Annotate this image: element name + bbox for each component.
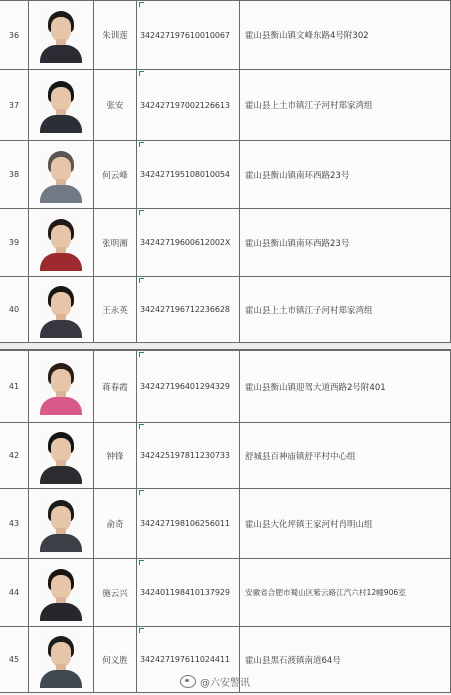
id-number: 342401198410137929: [136, 559, 239, 626]
address: 霍山县衡山镇文峰东路4号附302: [239, 1, 451, 69]
person-name: 王永英: [93, 277, 136, 342]
cell-marker-icon: [139, 278, 144, 283]
id-number: 342427196401294329: [136, 351, 239, 422]
faint-watermark-logo: [388, 640, 444, 680]
id-number: 342425197811230733: [136, 423, 239, 488]
weibo-icon: [180, 675, 196, 688]
portrait-photo: [36, 359, 86, 415]
photo-cell: [28, 141, 93, 208]
person-name: 施云兴: [93, 559, 136, 626]
id-number: 342427198106256011: [136, 489, 239, 558]
portrait-photo: [36, 147, 86, 203]
table-row: [0, 0, 451, 69]
portrait-photo: [36, 632, 86, 688]
row-number: 41: [8, 382, 20, 391]
cell-marker-icon: [139, 142, 144, 147]
clothing-shape: [40, 45, 82, 63]
person-name: 俞奇: [93, 489, 136, 558]
portrait-photo: [36, 428, 86, 484]
cell-marker-icon: [139, 210, 144, 215]
address: 舒城县百神庙镇舒平村中心组: [239, 423, 451, 488]
row-number: 38: [8, 170, 20, 179]
cell-marker-icon: [139, 628, 144, 633]
photo-cell: [28, 209, 93, 276]
id-number: 342427196712236628: [136, 277, 239, 342]
table-bottom-border: [0, 692, 451, 693]
id-number: 342427197610010067: [136, 1, 239, 69]
watermark-text: @六安警讯: [200, 677, 250, 689]
address: 霍山县上土市镇江子河村郑家湾组: [239, 277, 451, 342]
person-name: 何云峰: [93, 141, 136, 208]
table-row: [0, 208, 451, 276]
weibo-watermark: [180, 673, 250, 689]
photo-cell: [28, 423, 93, 488]
portrait-photo: [36, 565, 86, 621]
portrait-photo: [36, 215, 86, 271]
portrait-photo: [36, 282, 86, 338]
id-number: 342427197002126613: [136, 70, 239, 140]
photo-cell: [28, 559, 93, 626]
row-number: 44: [8, 588, 20, 597]
table-row: [0, 276, 451, 342]
photo-cell: [28, 351, 93, 422]
cell-marker-icon: [139, 71, 144, 76]
id-number: 34242719600612002X: [136, 209, 239, 276]
table-row: [0, 558, 451, 626]
person-name: 张安: [93, 70, 136, 140]
row-number: 42: [8, 451, 20, 460]
address: 霍山县大化坪镇王家河村肖明山组: [239, 489, 451, 558]
photo-cell: [28, 489, 93, 558]
address: 霍山县衡山镇南环西路23号: [239, 209, 451, 276]
row-number: 45: [8, 655, 20, 664]
row-number: 40: [8, 305, 20, 314]
person-name: 朱训莲: [93, 1, 136, 69]
table-row: [0, 488, 451, 558]
cell-marker-icon: [139, 352, 144, 357]
table-row: [0, 69, 451, 140]
address: 霍山县上土市镇江子河村郑家湾组: [239, 70, 451, 140]
portrait-photo: [36, 77, 86, 133]
page-break-divider: [0, 342, 451, 350]
person-name: 何义胜: [93, 627, 136, 692]
person-name: 钟锋: [93, 423, 136, 488]
table-row: [0, 140, 451, 208]
address: 霍山县衡山镇南环西路23号: [239, 141, 451, 208]
cell-marker-icon: [139, 424, 144, 429]
row-number: 36: [8, 30, 20, 40]
table-row: [0, 350, 451, 422]
photo-cell: [28, 1, 93, 69]
portrait-photo: [36, 7, 86, 63]
cell-marker-icon: [139, 2, 144, 7]
id-number: 342427195108010054: [136, 141, 239, 208]
address: 安徽省合肥市蜀山区紫云路江汽六村12幢906室: [239, 559, 451, 626]
photo-cell: [28, 627, 93, 692]
address: 霍山县衡山镇迎驾大道西路2号附401: [239, 351, 451, 422]
photo-cell: [28, 277, 93, 342]
row-number: 37: [8, 100, 20, 110]
row-number: 39: [8, 238, 20, 247]
address: 霍山县黑石渡镇南道64号: [239, 627, 451, 692]
cell-marker-icon: [139, 490, 144, 495]
row-number: 43: [8, 519, 20, 528]
person-name: 蒋春霞: [93, 351, 136, 422]
person-name: 张明湘: [93, 209, 136, 276]
table-row: [0, 422, 451, 488]
cell-marker-icon: [139, 560, 144, 565]
photo-cell: [28, 70, 93, 140]
portrait-photo: [36, 496, 86, 552]
id-number: 342427197611024411: [136, 627, 239, 692]
